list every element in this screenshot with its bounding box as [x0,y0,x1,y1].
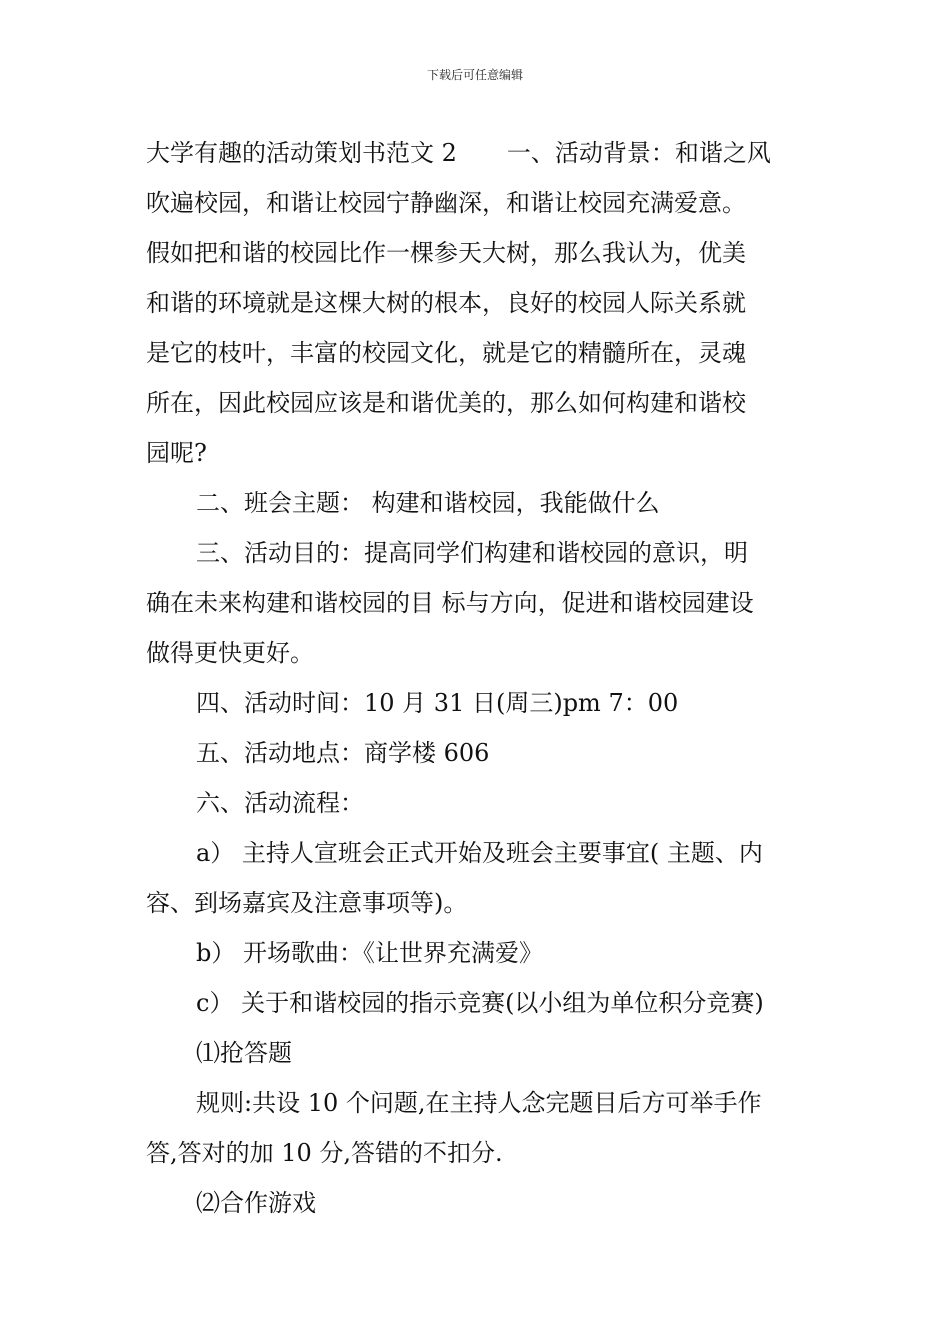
section-heading-theme: 二、班会主题： 构建和谐校园，我能做什么 [196,489,660,517]
section-heading-time: 四、活动时间：10 月 31 日(周三)pm 7：00 [196,689,679,717]
list-item-a: a） 主持人宣班会正式开始及班会主要事宜( 主题、内 [196,839,763,867]
sub-item-2: ⑵合作游戏 [196,1189,316,1217]
document-title: 大学有趣的活动策划书范文 2 [146,139,457,167]
paragraph-line: 园呢? [146,439,207,467]
sub-item-1: ⑴抢答题 [196,1039,292,1067]
page-header: 下载后可任意编辑 [426,68,523,82]
paragraph-line: 吹遍校园，和谐让校园宁静幽深，和谐让校园充满爱意。 [146,189,746,217]
rule-text: 规则:共设 10 个问题,在主持人念完题目后方可举手作 [196,1089,762,1117]
paragraph-line: 假如把和谐的校园比作一棵参天大树，那么我认为，优美 [146,239,746,267]
paragraph-line: 所在，因此校园应该是和谐优美的，那么如何构建和谐校 [146,389,746,417]
paragraph-line: 容、到场嘉宾及注意事项等)。 [146,889,468,917]
section-heading-purpose: 三、活动目的：提高同学们构建和谐校园的意识，明 [196,539,748,567]
section-heading-location: 五、活动地点：商学楼 606 [196,739,490,767]
paragraph-line: 和谐的环境就是这棵大树的根本，良好的校园人际关系就 [146,289,746,317]
paragraph-line: 确在未来构建和谐校园的目 标与方向，促进和谐校园建设 [146,589,754,617]
list-item-b: b） 开场歌曲：《让世界充满爱》 [196,939,543,967]
title-line [146,128,810,178]
paragraph-line: 是它的枝叶，丰富的校园文化，就是它的精髓所在，灵魂 [146,339,746,367]
paragraph-line: 答,答对的加 10 分,答错的不扣分. [146,1139,503,1167]
document-body [146,128,810,1228]
list-item-c: c） 关于和谐校园的指示竞赛(以小组为单位积分竞赛) [196,989,764,1017]
paragraph-text: 一、活动背景：和谐之风 [506,139,771,167]
section-heading-process: 六、活动流程： [196,789,364,817]
paragraph-line: 做得更快更好。 [146,639,314,667]
